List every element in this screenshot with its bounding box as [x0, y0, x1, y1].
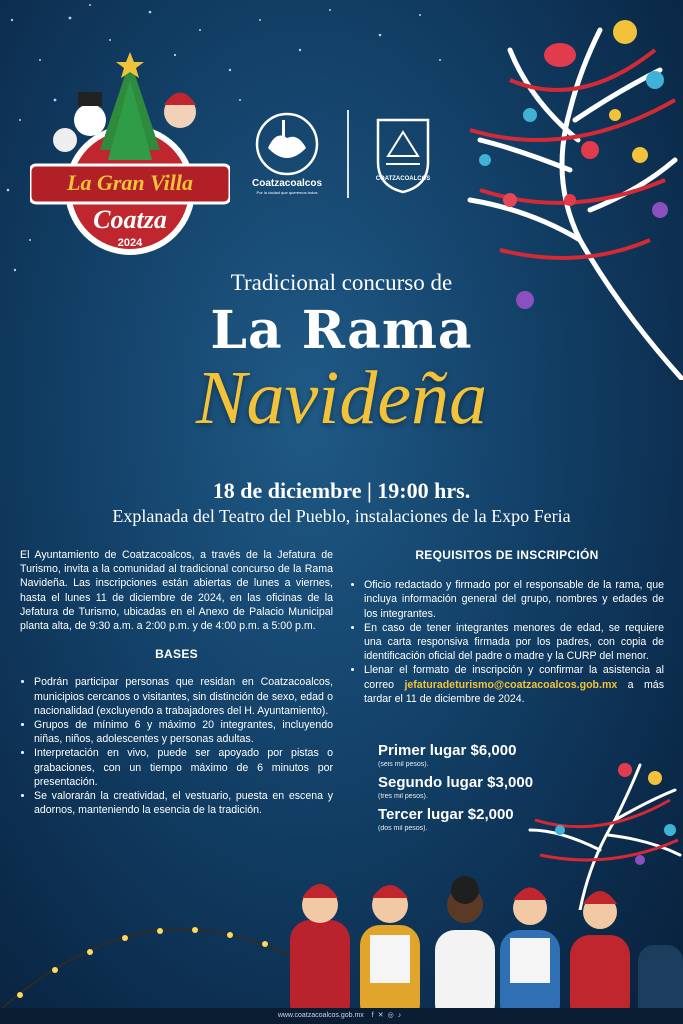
- instagram-icon[interactable]: ◎: [387, 1012, 398, 1019]
- prize-first: Primer lugar $6,000: [378, 742, 517, 759]
- logo-divider: [347, 110, 349, 198]
- footer-website-link[interactable]: www.coatzacoalcos.gob.mx: [277, 1012, 364, 1019]
- requisitos-item-text-end: a más tardar el 11 de diciembre de 2024.: [364, 678, 664, 705]
- bases-item: • Grupos de mínimo 6 y máximo 20 integrantes, incluyendo niñas, niños, adolescentes y personas adultas.: [34, 718, 333, 746]
- event-venue: Explanada del Teatro del Pueblo, instalaciones de la Expo Feria: [112, 506, 571, 526]
- event-date: 18 de diciembre | 19:00 hrs.: [212, 478, 471, 503]
- requisitos-item-text: Llenar el formato de inscripción y confirmar la asistencia al correo: [364, 664, 664, 691]
- main-title-line1: La Rama: [210, 300, 473, 361]
- pre-title: Tradicional concurso de: [230, 270, 453, 295]
- footer-bar: [0, 1008, 683, 1024]
- badge-line1: La Gran Villa: [67, 170, 193, 195]
- main-title-line2: Navideña: [195, 356, 488, 440]
- left-column: [20, 548, 333, 817]
- prize-second: Segundo lugar $3,000: [378, 774, 534, 791]
- city-name: Coatzacoalcos: [251, 178, 323, 189]
- right-column: [350, 548, 664, 706]
- prize-third-words: (dos mil pesos).: [378, 825, 428, 832]
- city-seal: [372, 112, 434, 194]
- prize-second-words: (tres mil pesos).: [378, 793, 428, 800]
- x-icon[interactable]: ✕: [377, 1012, 388, 1019]
- contact-email-link[interactable]: jefaturadeturismo@coatzacoalcos.gob.mx: [404, 678, 618, 691]
- requisitos-list: [350, 578, 664, 706]
- bases-item: • Podrán participar personas que residan en Coatzacoalcos, municipios cercanos o visitantes, sin distinción de sexo, edad o nacionalidad (excluyendo a trabajadores del H. Ayuntamiento).: [34, 675, 333, 718]
- la-gran-villa-badge: [30, 50, 230, 260]
- carolers-illustration: [270, 850, 683, 1024]
- bases-item: • Interpretación en vivo, puede ser apoyado por pistas o grabaciones, con un tiempo máximo de 6 minutos por presentación.: [34, 746, 333, 789]
- requisitos-item: [364, 663, 664, 706]
- bases-heading: BASES: [155, 647, 198, 662]
- requisitos-item: • Oficio redactado y firmado por el responsable de la rama, que incluya información general del grupo, nombres y edades de los integrantes.: [364, 578, 664, 621]
- bases-list: [20, 675, 333, 817]
- string-lights: [0, 900, 300, 1024]
- facebook-icon[interactable]: f: [371, 1012, 378, 1019]
- requisitos-heading: REQUISITOS DE INSCRIPCIÓN: [415, 548, 599, 562]
- prize-first-words: (seis mil pesos).: [378, 761, 429, 768]
- badge-line2: Coatza: [93, 205, 167, 234]
- coatzacoalcos-logo: [248, 108, 326, 198]
- tiktok-icon[interactable]: ♪: [397, 1012, 406, 1019]
- prize-third: Tercer lugar $2,000: [378, 806, 514, 823]
- requisitos-item: • En caso de tener integrantes menores de edad, se requiere una carta responsiva firmada por los padres, con copia de identificación oficial del padre o madre y la CURP del menor.: [364, 621, 664, 664]
- seal-text: COATZACOALCOS: [375, 176, 431, 182]
- intro-paragraph: El Ayuntamiento de Coatzacoalcos, a través de la Jefatura de Turismo, invita a la comunidad al tradicional concurso de la Rama Navideña. Las inscripciones están abiertas de lunes a viernes, hasta el lunes 11 de diciembre de 2024, en las oficinas de la Jefatura de Turismo, ubicadas en el Anexo de Palacio Municipal planta alta, de 9:30 a.m. a 2:00 p.m. y de 4:00 p.m. a 5:00 p.m.: [20, 549, 333, 633]
- bases-item: • Se valorarán la creatividad, el vestuario, puesta en escena y adornos, manteniendo la esencia de la tradición.: [34, 789, 333, 817]
- city-tagline: Por la ciudad que queremos todos: [256, 190, 318, 195]
- badge-year: 2024: [117, 237, 143, 249]
